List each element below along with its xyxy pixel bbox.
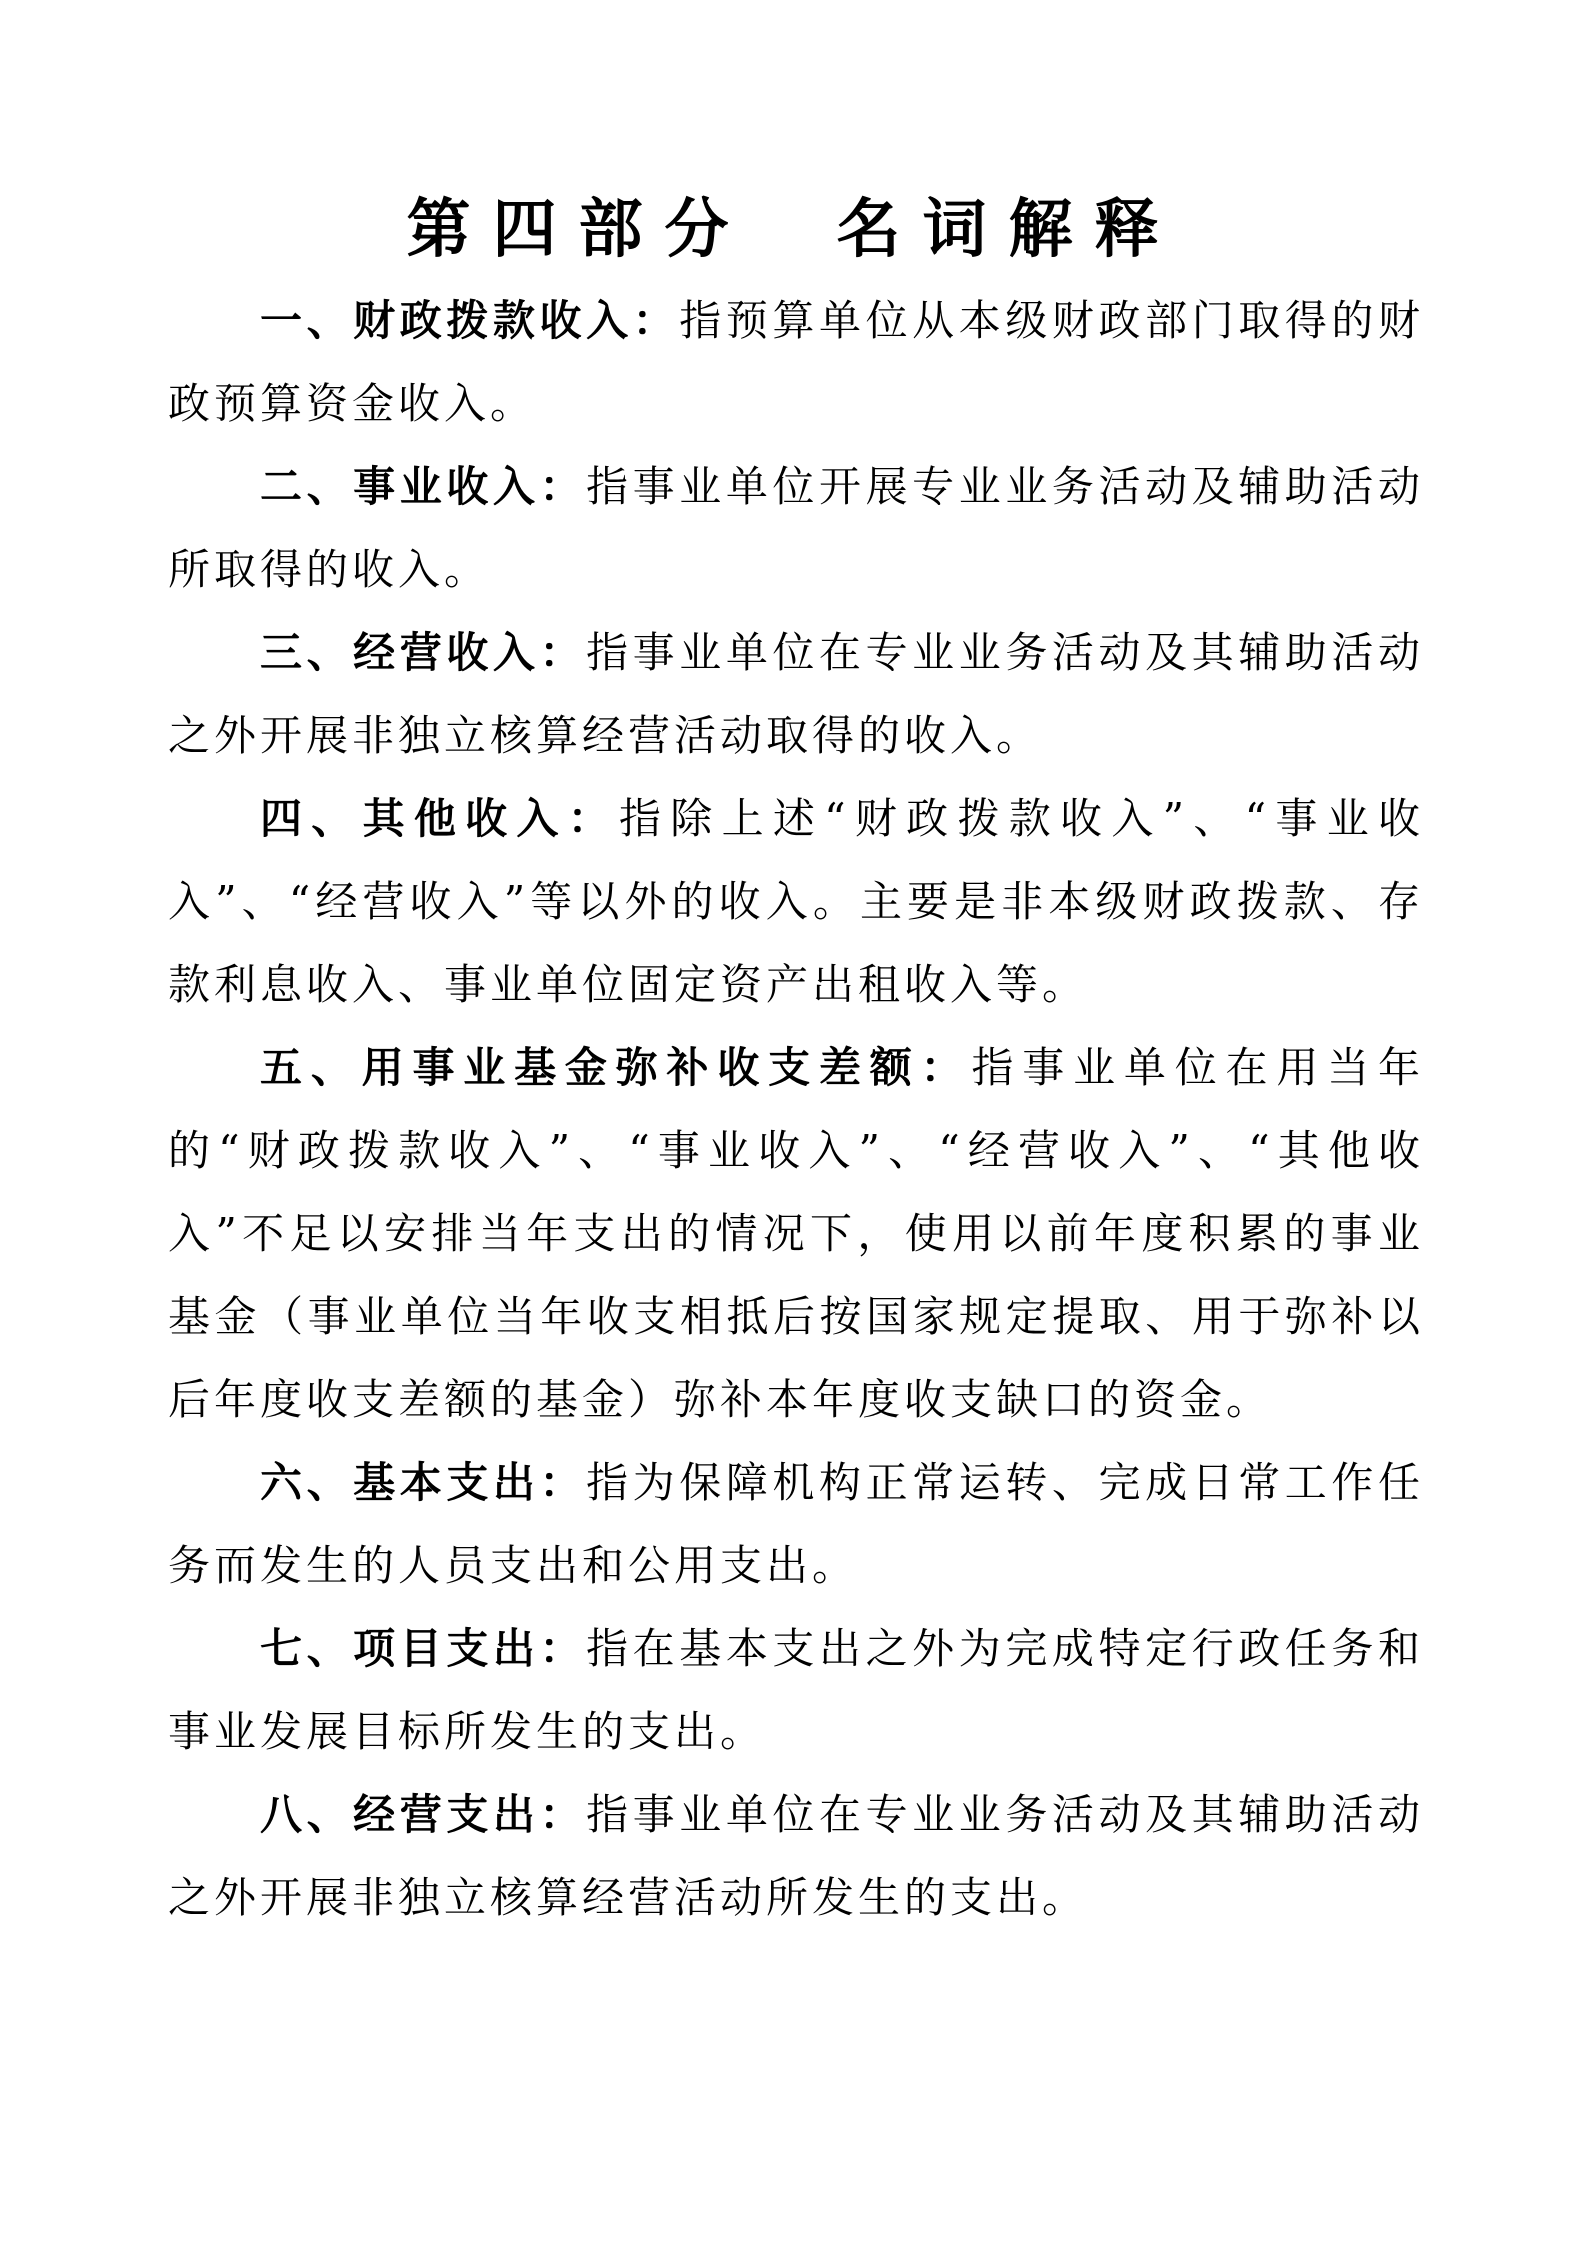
term-label: 七、项目支出： (260, 1625, 587, 1673)
definition-paragraph (168, 611, 1424, 777)
definition-text: 指为保障机构正常运转、完成日常工作任务而发生的人员支出和公用支出。 (168, 1458, 1424, 1591)
definition-text: 指预算单位从本级财政部门取得的财政预算资金收入。 (168, 296, 1424, 429)
definition-paragraph (168, 445, 1424, 611)
definition-paragraph (168, 1026, 1424, 1441)
definitions-list (168, 279, 1424, 1939)
definition-paragraph (168, 1773, 1424, 1939)
term-label: 五、用事业基金弥补收支差额： (260, 1044, 972, 1092)
term-label: 四、其他收入： (260, 795, 619, 843)
definition-text: 指事业单位在专业业务活动及其辅助活动之外开展非独立核算经营活动取得的收入。 (168, 628, 1424, 761)
page-title: 第四部分 名词解释 (406, 193, 1181, 265)
term-label: 六、基本支出： (260, 1459, 587, 1507)
term-label: 一、财政拨款收入： (260, 297, 680, 345)
definition-paragraph (168, 777, 1424, 1026)
definition-text: 指在基本支出之外为完成特定行政任务和事业发展目标所发生的支出。 (168, 1624, 1424, 1757)
definition-paragraph (168, 279, 1424, 445)
definition-paragraph (168, 1441, 1424, 1607)
definition-text: 指事业单位在用当年的“财政拨款收入”、“事业收入”、“经营收入”、“其他收入”不足以安排当年支出的情况下，使用以前年度积累的事业基金（事业单位当年收支相抵后按国家规定提取、用于弥补以后年度收支差额的基金）弥补本年度收支缺口的资金。 (168, 1043, 1424, 1425)
definition-paragraph (168, 1607, 1424, 1773)
term-label: 三、经营收入： (260, 629, 587, 677)
definition-text: 指事业单位开展专业业务活动及辅助活动所取得的收入。 (168, 462, 1424, 595)
definition-text: 指除上述“财政拨款收入”、“事业收入”、“经营收入”等以外的收入。主要是非本级财政拨款、存款利息收入、事业单位固定资产出租收入等。 (168, 794, 1424, 1010)
term-label: 八、经营支出： (260, 1791, 587, 1839)
term-label: 二、事业收入： (260, 463, 587, 511)
definition-text: 指事业单位在专业业务活动及其辅助活动之外开展非独立核算经营活动所发生的支出。 (168, 1790, 1424, 1923)
